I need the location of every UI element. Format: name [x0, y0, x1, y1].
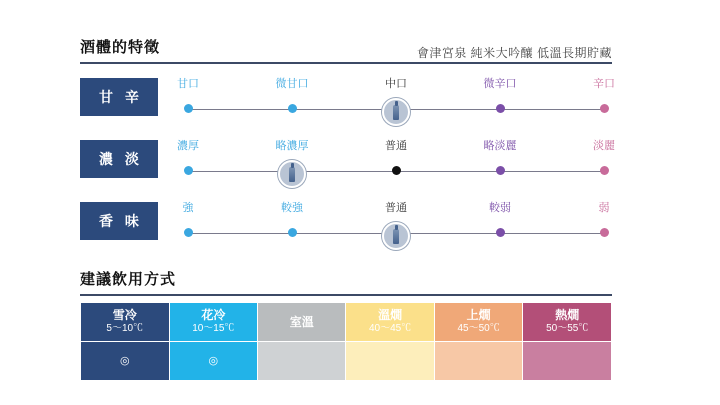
temperature-name: 花冷 [201, 308, 226, 322]
scale-tick-label: 辛口 [593, 78, 615, 90]
scale-tick-label: 甘口 [177, 78, 199, 90]
section-title-serving: 建議飲用方式 [80, 271, 177, 288]
section-title-characteristics: 酒體的特徵 [80, 39, 161, 56]
temperature-name: 溫燗 [378, 308, 403, 322]
scale-tick-label: 中口 [385, 78, 407, 90]
temperature-header-cell [346, 303, 434, 341]
scale-tick-label: 較弱 [489, 202, 511, 214]
scale-row-label: 香 味 [80, 202, 158, 240]
product-name-label: 會津宮泉 純米大吟釀 低溫長期貯藏 [416, 46, 612, 60]
scale-tick-label: 略淡麗 [483, 140, 517, 152]
scale-tick-label: 微甘口 [275, 78, 309, 90]
scale-tick-dot [184, 228, 193, 237]
temperature-recommendation-cell[interactable] [346, 342, 434, 380]
scale-tick[interactable] [465, 202, 535, 237]
temperature-recommendation-cell[interactable] [258, 342, 345, 380]
scale-track [177, 78, 615, 124]
scale-row [80, 78, 615, 124]
temperature-name: 上燗 [466, 308, 491, 322]
section-divider-serving [80, 294, 612, 296]
scale-tick[interactable] [257, 78, 327, 113]
scale-tick-label: 略濃厚 [275, 140, 309, 152]
temperature-recommendation-cell[interactable] [523, 342, 611, 380]
scale-tick-label: 較強 [281, 202, 303, 214]
scale-tick-label: 弱 [598, 202, 610, 214]
temperature-header-cell [435, 303, 523, 341]
scale-tick[interactable] [569, 202, 639, 237]
scale-tick-dot [288, 104, 297, 113]
scale-track [180, 202, 612, 248]
scale-marker-bottle-icon [382, 222, 410, 250]
temperature-name: 雪冷 [112, 308, 137, 322]
scale-tick[interactable] [153, 78, 223, 113]
scale-marker-bottle-icon [278, 160, 306, 188]
temperature-range: 50～55℃ [546, 323, 589, 334]
scale-tick-dot [496, 166, 505, 175]
scale-tick-dot [392, 166, 401, 175]
temperature-header-row [81, 303, 611, 341]
scale-tick[interactable] [465, 140, 535, 175]
temperature-recommendation-row [81, 342, 611, 380]
temperature-range: 40～45℃ [368, 323, 412, 334]
scale-row-label: 甘 辛 [80, 78, 158, 116]
temperature-recommendation-cell[interactable]: ◎ [81, 342, 169, 380]
temperature-header-cell [81, 303, 169, 341]
temperature-name: 室溫 [289, 315, 314, 329]
temperature-table [80, 302, 612, 381]
temperature-range: 5～10℃ [106, 323, 144, 334]
scale-tick-dot [600, 228, 609, 237]
scale-tick[interactable] [569, 140, 639, 175]
temperature-header-cell [523, 303, 611, 341]
scale-tick-label: 微辛口 [483, 78, 517, 90]
scale-marker-bottle-icon [382, 98, 410, 126]
section-divider-characteristics [80, 62, 612, 64]
scale-tick[interactable] [257, 202, 327, 237]
scale-tick-label: 淡麗 [593, 140, 615, 152]
scale-tick[interactable] [465, 78, 535, 113]
scale-tick-label: 普通 [385, 202, 407, 214]
scale-tick-dot [496, 228, 505, 237]
temperature-header-cell [258, 303, 345, 341]
temperature-range: 10～15℃ [192, 323, 235, 334]
scale-tick-label: 強 [182, 202, 194, 214]
scale-tick[interactable] [361, 140, 431, 175]
temperature-recommendation-cell[interactable]: ◎ [170, 342, 258, 380]
scale-tick[interactable] [153, 140, 223, 175]
scale-tick-dot [600, 104, 609, 113]
scale-tick[interactable] [153, 202, 223, 237]
scale-tick-dot [496, 104, 505, 113]
temperature-header-cell [170, 303, 258, 341]
scale-tick-dot [600, 166, 609, 175]
scale-tick-dot [184, 104, 193, 113]
scale-track [177, 140, 615, 186]
scale-tick-label: 濃厚 [177, 140, 199, 152]
scale-row [80, 202, 612, 248]
temperature-recommendation-cell[interactable] [435, 342, 523, 380]
temperature-name: 熱燗 [555, 308, 580, 322]
scale-row-label: 濃 淡 [80, 140, 158, 178]
scale-tick-dot [184, 166, 193, 175]
scale-tick-label: 普通 [385, 140, 407, 152]
scale-tick-dot [288, 228, 297, 237]
scale-row [80, 140, 615, 186]
scale-tick[interactable] [569, 78, 639, 113]
temperature-range: 45～50℃ [457, 323, 500, 334]
